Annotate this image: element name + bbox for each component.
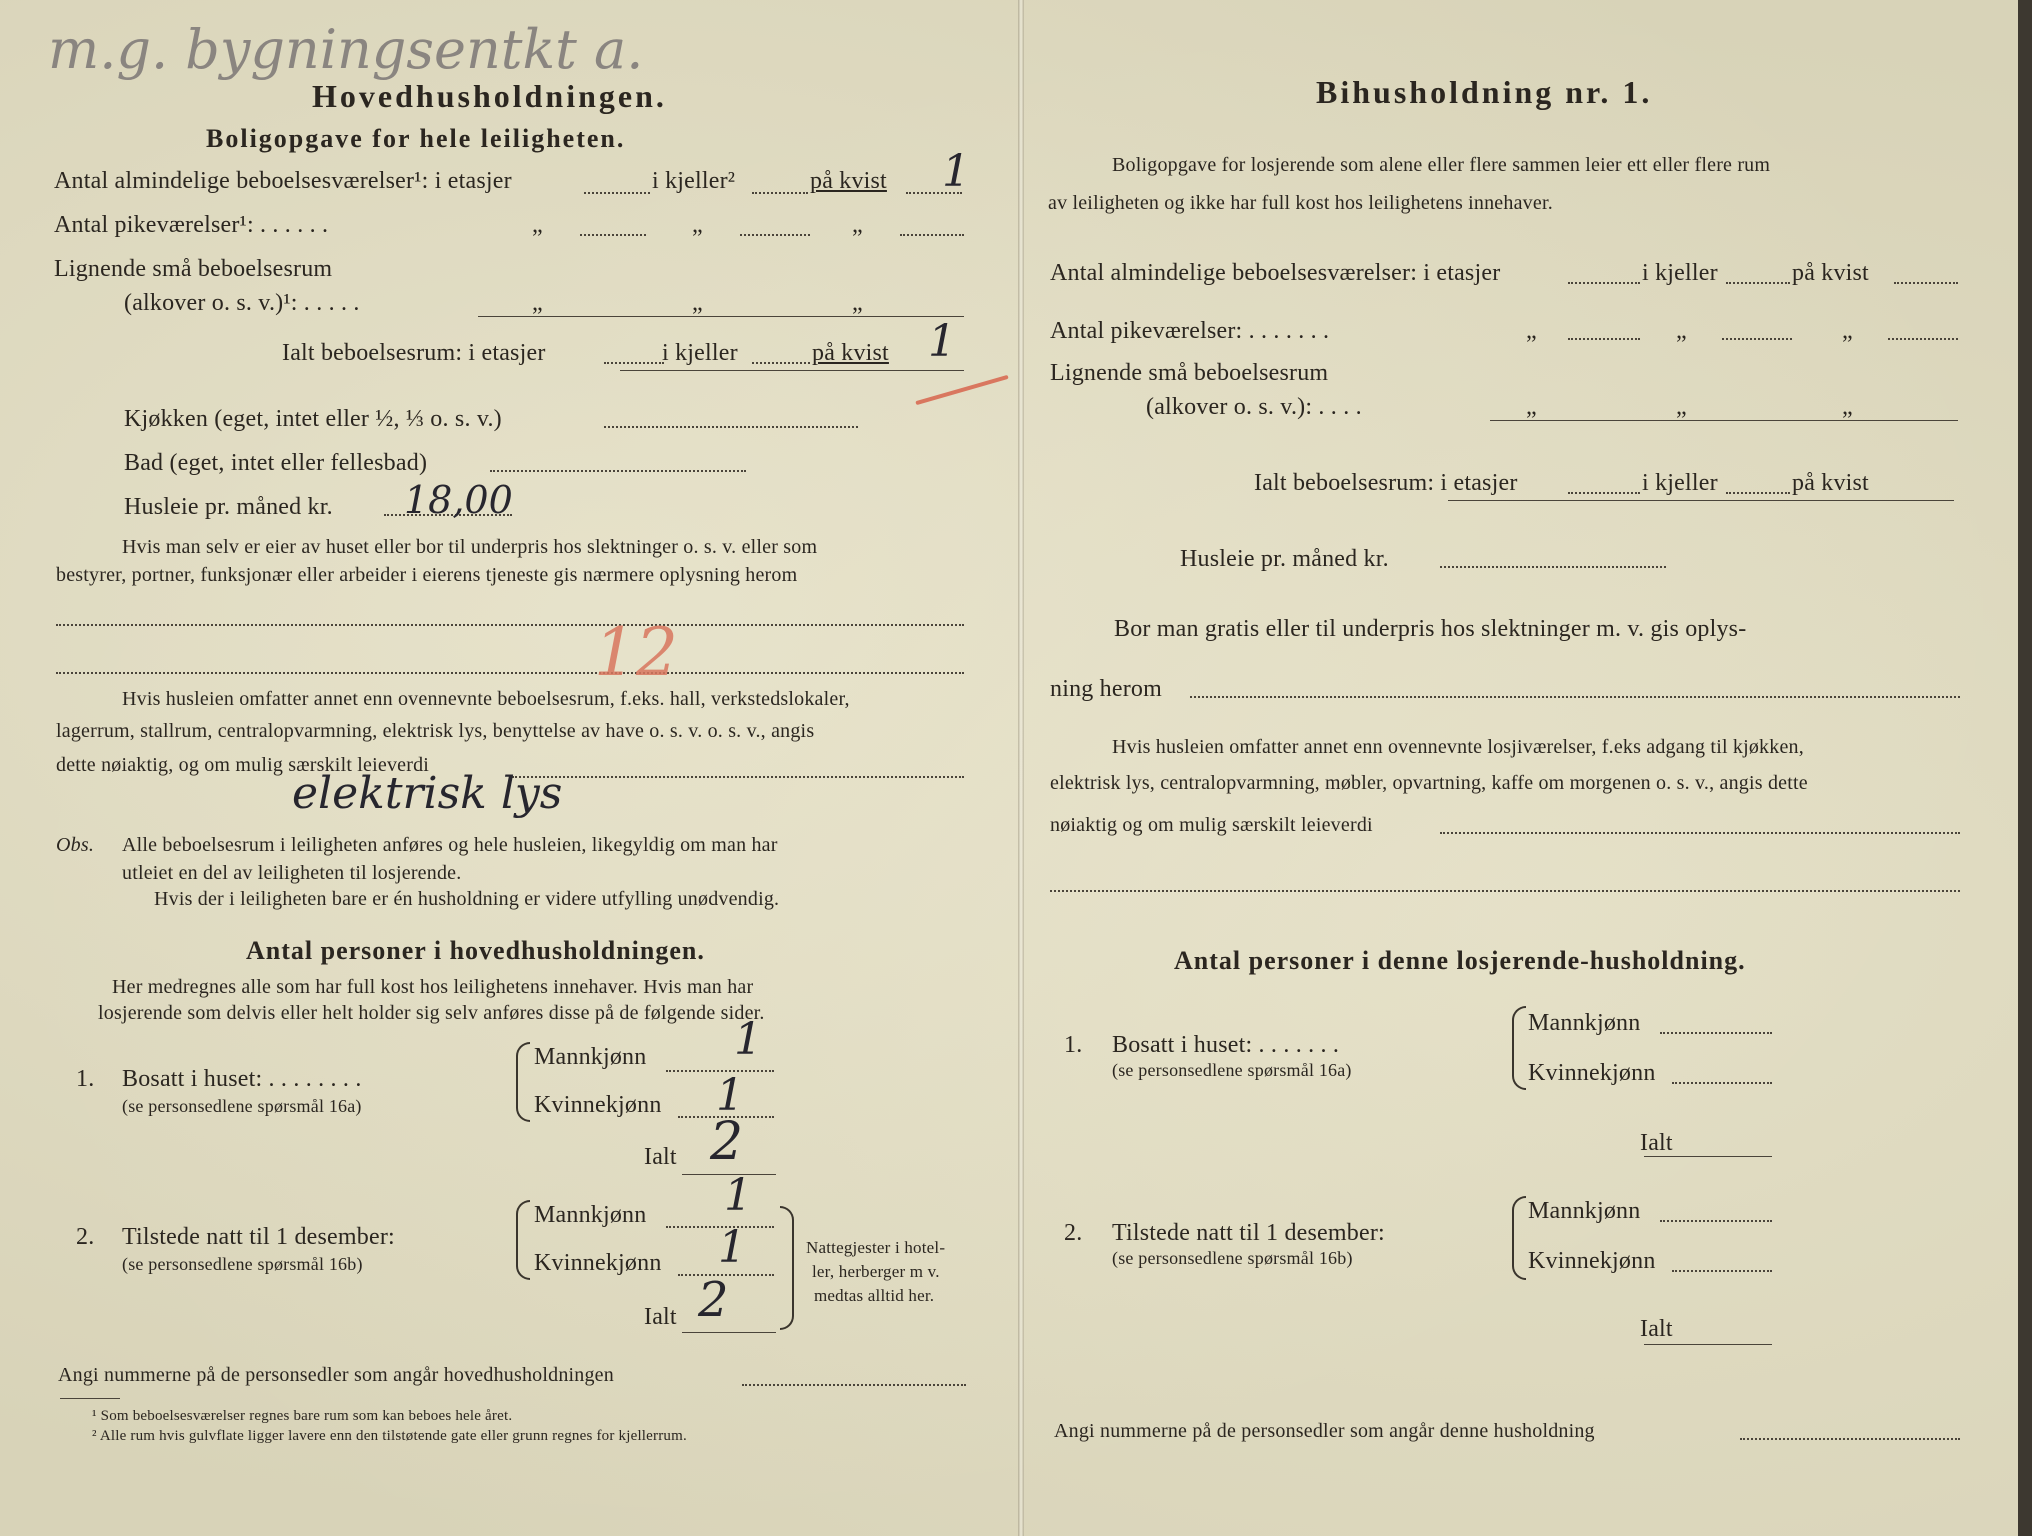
left-row4-kvist-value: 1 [928,316,956,367]
left-row1-kjeller-field [752,192,808,194]
left-bad: Bad (eget, intet eller fellesbad) [124,450,428,476]
right-q2-brace [1512,1196,1526,1280]
left-q2-brace [516,1200,530,1280]
right-husleie: Husleie pr. måned kr. [1180,546,1389,572]
right-persons-heading: Antal personer i denne losjerende-husholdning. [1174,946,1746,975]
right-q2-number: 2. [1064,1220,1083,1246]
left-row2-field1 [580,234,646,236]
right-row1-kvist: på kvist [1792,260,1869,286]
right-row4-kjeller: i kjeller [1642,470,1718,496]
right-row2-field2 [1722,338,1792,340]
left-para2-field [512,776,964,778]
right-para-line2: elektrisk lys, centralopvarmning, møbler, opvartning, kaffe om morgenen o. s. v., angis dette [1050,772,1808,794]
right-row1-kjeller: i kjeller [1642,260,1718,286]
right-row1-kvist-field [1894,282,1958,284]
right-gratis-field [1190,696,1960,698]
red-pencil-numeral: 12 [594,614,678,691]
center-fold [1018,0,1024,1536]
left-row4-kvist: på kvist [812,340,889,366]
left-para2-line1: Hvis husleien omfatter annet enn ovennevnte beboelsesrum, f.eks. hall, verkstedslokaler, [122,688,850,710]
left-row3-sum-rule [478,316,964,317]
left-row2-field2 [740,234,810,236]
right-q1-mann: Mannkjønn [1528,1010,1641,1036]
left-footnote1: ¹ Som beboelsesværelser regnes bare rum som kan beboes hele året. [92,1408,513,1424]
left-row1-label: Antal almindelige beboelsesværelser¹: i etasjer [54,168,512,194]
right-row2-q3: „ [1842,318,1853,344]
left-row2-field3 [900,234,964,236]
left-row3-label-b: (alkover o. s. v.)¹: . . . . . [124,290,360,316]
left-persons-line1: Her medregnes alle som har full kost hos leilighetens innehaver. Hvis man har [112,976,754,998]
left-row1-kvist-value: 1 [942,146,970,197]
left-row3-label-a: Lignende små beboelsesrum [54,256,333,282]
right-row4-label: Ialt beboelsesrum: i etasjer [1254,470,1518,496]
left-persons-heading: Antal personer i hovedhusholdningen. [246,936,705,965]
left-q1-ialt-value: 2 [710,1112,744,1172]
left-persons-line2: losjerende som delvis eller helt holder sig selv anføres disse på de følgende sider. [98,1002,765,1024]
right-para-line1: Hvis husleien omfatter annet enn ovennevnte losjiværelser, f.eks adgang til kjøkken, [1112,736,1804,758]
red-pencil-mark [915,375,1008,405]
left-q1-kvinne: Kvinnekjønn [534,1092,662,1118]
right-q1-ialt: Ialt [1640,1130,1673,1156]
left-para1-field1 [56,624,964,626]
right-row3-q3: „ [1842,394,1853,420]
right-q2-mann-field [1660,1220,1772,1222]
right-q1-mann-field [1660,1032,1772,1034]
left-para2-line3: dette nøiaktig, og om mulig særskilt leieverdi [56,754,430,776]
right-q1-kvinne-field [1672,1082,1772,1084]
left-row4-kjeller-field [752,362,810,364]
right-row4-kjeller-field [1726,492,1790,494]
left-obs-label: Obs. [56,834,95,856]
right-q2-ialt: Ialt [1640,1316,1673,1342]
right-intro-line1: Boligopgave for losjerende som alene eller flere sammen leier ett eller flere rum [1112,154,1771,176]
left-q2-sub: (se personsedlene spørsmål 16b) [122,1254,363,1274]
left-q2-ialt-value: 2 [698,1272,729,1328]
right-row1-etasjer-field [1568,282,1640,284]
left-q2-note-brace [780,1206,794,1330]
left-para1-line1: Hvis man selv er eier av huset eller bor til underpris hos slektninger o. s. v. eller som [122,536,818,558]
right-row4-underline [1448,500,1954,501]
right-para-field2 [1050,890,1960,892]
right-row2-q2: „ [1676,318,1687,344]
left-kjokken-field [604,426,858,428]
right-title: Bihusholdning nr. 1. [1316,74,1653,110]
right-row4-kvist: på kvist [1792,470,1869,496]
right-row4-etasjer-field [1568,492,1640,494]
right-husleie-field [1440,566,1666,568]
right-angi-field [1740,1438,1960,1440]
left-husleie-value: 18,00 [404,478,513,522]
right-row3-label-a: Lignende små beboelsesrum [1050,360,1329,386]
left-q1-brace [516,1042,530,1122]
left-row2-q2: „ [692,212,703,238]
right-row2-label: Antal pikeværelser: . . . . . . . [1050,318,1330,344]
left-q2-kvinne-value: 1 [718,1222,746,1273]
left-para1-line2: bestyrer, portner, funksjonær eller arbeider i eierens tjeneste gis nærmere oplysning herom [56,564,798,586]
left-note-line2: ler, herberger m v. [812,1262,940,1281]
left-row4-etasjer-field [604,362,664,364]
left-row4-kjeller: i kjeller [662,340,738,366]
right-q2-label: Tilstede natt til 1 desember: [1112,1220,1385,1246]
left-q1-number: 1. [76,1066,95,1092]
left-obs-line1: Alle beboelsesrum i leiligheten anføres og hele husleien, likegyldig om man har [122,834,778,856]
left-para2-line2: lagerrum, stallrum, centralopvarmning, elektrisk lys, benyttelse av have o. s. v. o. s. v., angis [56,720,815,742]
left-obs-line2: utleiet en del av leiligheten til losjerende. [122,862,462,884]
right-para-field1 [1440,832,1960,834]
left-husleie-label: Husleie pr. måned kr. [124,494,333,520]
right-row3-sum-rule [1490,420,1958,421]
left-row1-etasjer-field [584,192,650,194]
right-gratis-line2: ning herom [1050,676,1162,702]
left-q2-kvinne: Kvinnekjønn [534,1250,662,1276]
right-row2-q1: „ [1526,318,1537,344]
right-row1-label: Antal almindelige beboelsesværelser: i etasjer [1050,260,1501,286]
left-row1-kjeller: i kjeller² [652,168,736,194]
right-row3-q2: „ [1676,394,1687,420]
handwritten-header: m.g. bygningsentkt a. [48,18,644,81]
left-q2-ialt: Ialt [644,1304,677,1330]
left-angi: Angi nummerne på de personsedler som angår hovedhusholdningen [58,1364,614,1386]
left-q1-kvinne-value: 1 [716,1070,744,1121]
right-row3-q1: „ [1526,394,1537,420]
left-kjokken: Kjøkken (eget, intet eller ½, ⅓ o. s. v.) [124,406,502,432]
left-q2-label: Tilstede natt til 1 desember: [122,1224,395,1250]
right-row1-kjeller-field [1726,282,1790,284]
left-para1-field2 [56,672,964,674]
left-subtitle: Boligopgave for hele leiligheten. [206,124,626,153]
left-row3-q2: „ [692,290,703,316]
right-q1-kvinne: Kvinnekjønn [1528,1060,1656,1086]
right-q2-ialt-rule [1644,1344,1772,1345]
left-row2-q3: „ [852,212,863,238]
left-q2-ialt-rule [682,1332,776,1333]
left-row2-q1: „ [532,212,543,238]
right-q2-sub: (se personsedlene spørsmål 16b) [1112,1248,1353,1268]
right-q1-sub: (se personsedlene spørsmål 16a) [1112,1060,1352,1080]
right-q1-brace [1512,1006,1526,1090]
left-q2-mann-value: 1 [724,1170,752,1221]
right-intro-line2: av leiligheten og ikke har full kost hos leilighetens innehaver. [1048,192,1553,214]
left-q2-number: 2. [76,1224,95,1250]
left-bad-field [490,470,746,472]
left-q1-mann: Mannkjønn [534,1044,647,1070]
page-edge [2018,0,2032,1536]
right-q2-kvinne-field [1672,1270,1772,1272]
left-row4-underline [620,370,964,371]
left-note-line1: Nattegjester i hotel- [806,1238,946,1257]
left-footnote-rule [60,1398,120,1399]
right-q1-label: Bosatt i huset: . . . . . . . [1112,1032,1340,1058]
right-q1-ialt-rule [1644,1156,1772,1157]
left-row4-label: Ialt beboelsesrum: i etasjer [282,340,546,366]
right-angi: Angi nummerne på de personsedler som angår denne husholdning [1054,1420,1595,1442]
right-gratis-line1: Bor man gratis eller til underpris hos slektninger m. v. gis oplys- [1114,616,1747,642]
left-title: Hovedhusholdningen. [312,78,667,114]
left-row1-kvist: på kvist [810,168,887,194]
left-para2-value: elektrisk lys [292,768,563,819]
left-angi-field [742,1384,966,1386]
right-row3-label-b: (alkover o. s. v.): . . . . [1146,394,1362,420]
right-row2-field1 [1568,338,1640,340]
left-q1-ialt: Ialt [644,1144,677,1170]
left-footnote2: ² Alle rum hvis gulvflate ligger lavere enn den tilstøtende gate eller grunn regnes for kjellerrum. [92,1428,687,1444]
left-row2-label: Antal pikeværelser¹: . . . . . . [54,212,329,238]
left-q1-mann-value: 1 [734,1014,762,1065]
left-q1-sub: (se personsedlene spørsmål 16a) [122,1096,362,1116]
right-row2-field3 [1888,338,1958,340]
right-q1-number: 1. [1064,1032,1083,1058]
left-row3-q1: „ [532,290,543,316]
left-row3-q3: „ [852,290,863,316]
left-q2-mann: Mannkjønn [534,1202,647,1228]
right-q2-kvinne: Kvinnekjønn [1528,1248,1656,1274]
left-obs-line3: Hvis der i leiligheten bare er én husholdning er videre utfylling unødvendig. [154,888,780,910]
right-q2-mann: Mannkjønn [1528,1198,1641,1224]
right-para-line3: nøiaktig og om mulig særskilt leieverdi [1050,814,1373,836]
left-note-line3: medtas alltid her. [814,1286,935,1305]
left-q1-label: Bosatt i huset: . . . . . . . . [122,1066,362,1092]
